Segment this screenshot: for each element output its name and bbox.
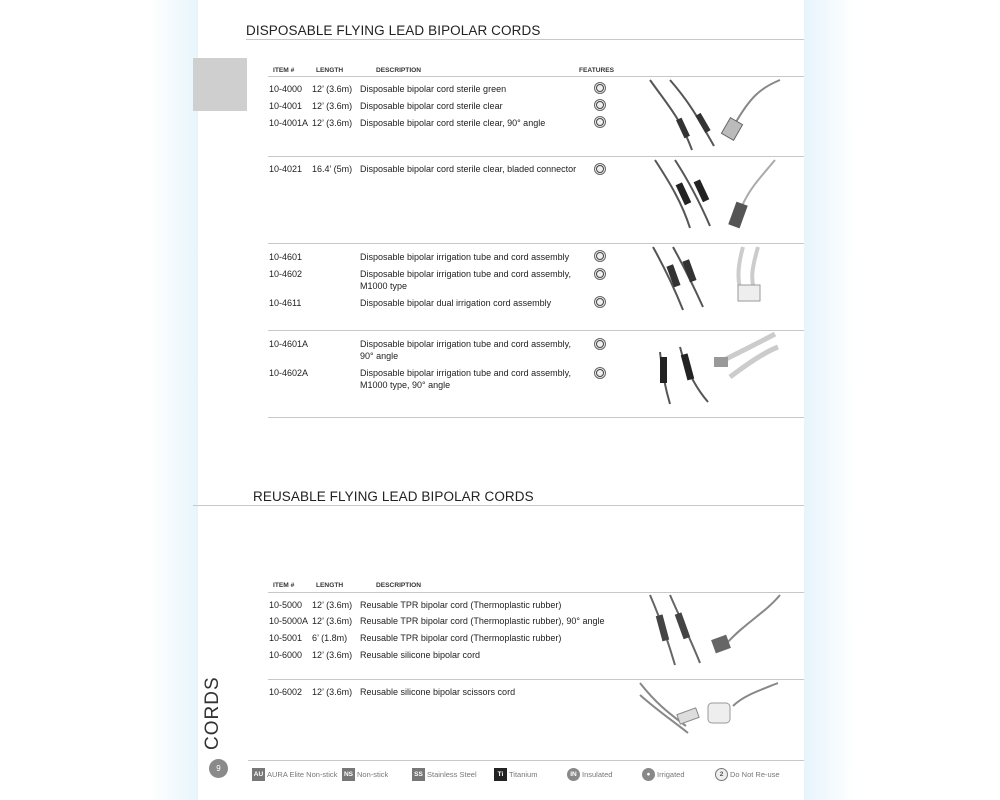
- item-number: 10-6000: [269, 650, 303, 660]
- item-description: Reusable silicone bipolar cord: [360, 650, 481, 660]
- cord-photo-green-clear: [640, 78, 790, 154]
- header-rule: [268, 76, 804, 77]
- item-number: 10-5000: [269, 600, 303, 610]
- item-length: 12’ (3.6m): [312, 600, 353, 610]
- item-number: 10-4602: [269, 269, 303, 279]
- item-length: 12’ (3.6m): [312, 118, 353, 128]
- page-shadow-right: [804, 0, 854, 800]
- do-not-reuse-icon: [594, 250, 606, 262]
- item-number: 10-6002: [269, 687, 303, 697]
- item-length: 12’ (3.6m): [312, 650, 353, 660]
- header-length: LENGTH: [316, 582, 344, 589]
- item-description: Disposable bipolar irrigation tube and cord assembly,: [360, 339, 571, 349]
- disposable-section-title: DISPOSABLE FLYING LEAD BIPOLAR CORDS: [246, 23, 541, 38]
- legend-titanium: Ti Titanium: [494, 768, 537, 781]
- page-number: 9: [209, 759, 228, 778]
- group-rule: [268, 243, 804, 244]
- do-not-reuse-icon: [594, 82, 606, 94]
- item-description: Disposable bipolar cord sterile green: [360, 84, 507, 94]
- side-section-label: CORDS: [202, 676, 223, 750]
- item-description-line2: M1000 type: [360, 281, 408, 291]
- item-length: 12’ (3.6m): [312, 687, 353, 697]
- item-description: Reusable TPR bipolar cord (Thermoplastic rubber): [360, 600, 562, 610]
- group-rule: [268, 417, 804, 418]
- legend-stainless-steel: SS Stainless Steel: [412, 768, 477, 781]
- ti-icon: Ti: [494, 768, 507, 781]
- cord-photo-irrigation: [648, 245, 778, 315]
- legend-aura-elite: AU AURA Elite Non-stick: [253, 770, 338, 779]
- item-number: 10-4000: [269, 84, 303, 94]
- ns-icon: NS: [342, 768, 355, 781]
- do-not-reuse-icon: [594, 367, 606, 379]
- group-rule: [268, 330, 804, 331]
- header-item: ITEM #: [273, 67, 295, 74]
- legend-non-stick: NS Non-stick: [343, 770, 389, 779]
- do-not-reuse-icon: [594, 296, 606, 308]
- cord-photo-bladed: [650, 158, 790, 232]
- water-drop-icon: ●: [642, 768, 655, 781]
- page-shadow-left: [150, 0, 200, 800]
- header-item: ITEM #: [273, 582, 295, 589]
- item-length: 16.4’ (5m): [312, 164, 353, 174]
- au-icon: AU: [252, 768, 265, 781]
- section-tab-marker: [193, 58, 247, 111]
- title-rule: [193, 505, 804, 506]
- ss-icon: SS: [412, 768, 425, 781]
- item-number: 10-4601: [269, 252, 303, 262]
- cord-photo-irrigation-angle: [650, 332, 780, 408]
- legend-irrigated: ● Irrigated: [642, 768, 685, 781]
- header-features: FEATURES: [579, 67, 615, 74]
- footer-rule: [248, 760, 804, 761]
- item-length: 12’ (3.6m): [312, 616, 353, 626]
- do-not-reuse-icon: [594, 268, 606, 280]
- title-rule: [246, 39, 804, 40]
- item-description: Disposable bipolar cord sterile clear: [360, 101, 503, 111]
- item-number: 10-4601A: [269, 339, 309, 349]
- item-description: Disposable bipolar dual irrigation cord assembly: [360, 298, 552, 308]
- item-description: Disposable bipolar irrigation tube and cord assembly,: [360, 368, 571, 378]
- do-not-reuse-icon: [594, 163, 606, 175]
- legend-insulated: IN Insulated: [567, 768, 612, 781]
- do-not-reuse-icon: [594, 116, 606, 128]
- item-length: 12’ (3.6m): [312, 84, 353, 94]
- reusable-section-title: REUSABLE FLYING LEAD BIPOLAR CORDS: [253, 489, 534, 504]
- item-number: 10-4021: [269, 164, 303, 174]
- item-description-line2: M1000 type, 90° angle: [360, 380, 451, 390]
- header-description: DESCRIPTION: [376, 582, 422, 589]
- group-rule: [268, 679, 804, 680]
- item-length: 12’ (3.6m): [312, 101, 353, 111]
- item-description: Reusable TPR bipolar cord (Thermoplastic rubber): [360, 633, 562, 643]
- group-rule: [268, 156, 804, 157]
- item-number: 10-4602A: [269, 368, 309, 378]
- do-not-reuse-icon: 2: [715, 768, 728, 781]
- item-number: 10-5001: [269, 633, 303, 643]
- item-description: Reusable TPR bipolar cord (Thermoplastic rubber), 90° angle: [360, 616, 605, 626]
- in-icon: IN: [567, 768, 580, 781]
- legend-do-not-reuse: 2 Do Not Re-use: [715, 768, 780, 781]
- item-number: 10-4001A: [269, 118, 309, 128]
- header-description: DESCRIPTION: [376, 67, 422, 74]
- do-not-reuse-icon: [594, 99, 606, 111]
- item-description: Disposable bipolar cord sterile clear, bladed connector: [360, 164, 577, 174]
- item-number: 10-5000A: [269, 616, 309, 626]
- item-description-line2: 90° angle: [360, 351, 399, 361]
- do-not-reuse-icon: [594, 338, 606, 350]
- item-length: 6’ (1.8m): [312, 633, 348, 643]
- item-description: Reusable silicone bipolar scissors cord: [360, 687, 516, 697]
- item-description: Disposable bipolar irrigation tube and cord assembly,: [360, 269, 571, 279]
- item-description: Disposable bipolar cord sterile clear, 90° angle: [360, 118, 546, 128]
- cord-photo-scissors: [638, 681, 783, 737]
- item-description: Disposable bipolar irrigation tube and cord assembly: [360, 252, 570, 262]
- cord-photo-tpr: [645, 593, 785, 669]
- item-number: 10-4611: [269, 298, 302, 308]
- item-number: 10-4001: [269, 101, 303, 111]
- header-length: LENGTH: [316, 67, 344, 74]
